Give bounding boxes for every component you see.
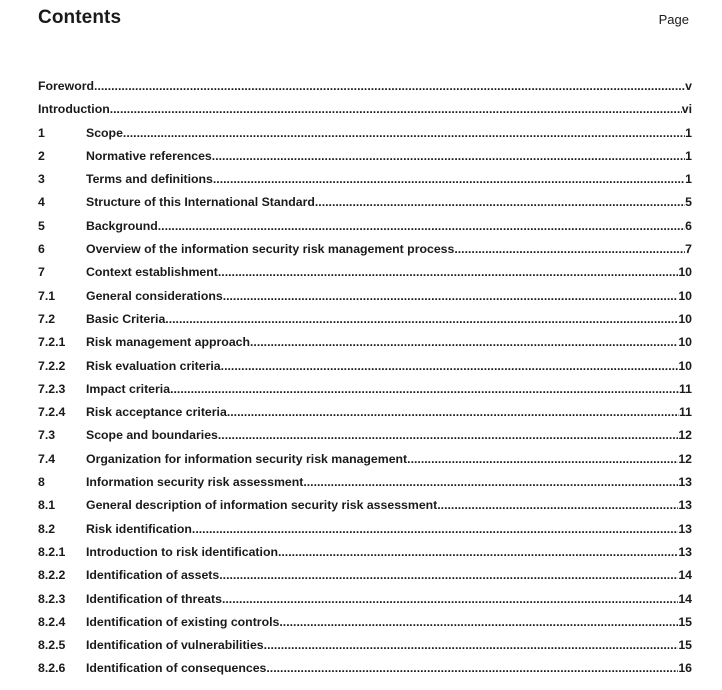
- toc-entry-number: 6: [38, 242, 45, 257]
- toc-entry-page: 1: [685, 172, 692, 187]
- toc-entry-number: 2: [38, 148, 45, 163]
- toc-entry[interactable]: [38, 219, 692, 242]
- toc-entry-title: Risk management approach: [86, 335, 251, 350]
- toc-entry[interactable]: [38, 428, 692, 451]
- toc-entry-title: Risk evaluation criteria: [86, 358, 221, 373]
- dot-leader: [123, 126, 685, 140]
- dot-leader: [165, 312, 678, 326]
- toc-entry-number: 5: [38, 218, 45, 233]
- dot-leader: [192, 522, 678, 536]
- toc-entry-title: Identification of threats: [86, 591, 222, 606]
- dot-leader: [437, 498, 678, 512]
- toc-entry-page: 6: [685, 218, 692, 233]
- toc-entry-title: Impact criteria: [86, 381, 171, 396]
- toc-entry-page: 15: [678, 638, 692, 653]
- toc-entry-page: v: [685, 79, 692, 93]
- toc-entry[interactable]: [38, 452, 692, 475]
- toc-entry-title: Risk identification: [86, 521, 192, 536]
- toc-entry[interactable]: [38, 312, 692, 335]
- toc-entry-number: 7.2.3: [38, 381, 66, 396]
- toc-entry-page: vi: [681, 102, 692, 117]
- dot-leader: [454, 242, 685, 256]
- toc-entry[interactable]: [38, 102, 692, 125]
- dot-leader: [212, 149, 685, 163]
- dot-leader: [218, 428, 678, 442]
- toc-entry-number: 8.1: [38, 498, 56, 513]
- toc-entry-title: Context establishment: [86, 265, 218, 280]
- table-of-contents: [38, 79, 692, 685]
- dot-leader: [94, 79, 685, 93]
- dot-leader: [218, 265, 678, 279]
- toc-entry-page: 13: [678, 544, 692, 559]
- toc-entry[interactable]: [38, 79, 692, 102]
- toc-entry[interactable]: [38, 522, 692, 545]
- toc-entry-number: 4: [38, 195, 45, 210]
- toc-entry[interactable]: [38, 126, 692, 149]
- toc-entry-title: Information security risk assessment: [86, 475, 304, 490]
- toc-entry-number: 7.2: [38, 311, 56, 326]
- toc-entry-page: 7: [685, 242, 692, 257]
- dot-leader: [266, 661, 678, 675]
- dot-leader: [303, 475, 678, 489]
- toc-entry[interactable]: [38, 242, 692, 265]
- toc-entry-title: Scope: [86, 125, 123, 140]
- toc-entry-title: Basic Criteria: [86, 311, 166, 326]
- toc-entry[interactable]: [38, 405, 692, 428]
- toc-entry[interactable]: [38, 545, 692, 568]
- toc-entry-title: Identification of assets: [86, 568, 220, 583]
- toc-entry[interactable]: [38, 359, 692, 382]
- toc-entry-number: 7: [38, 265, 45, 280]
- toc-entry-title: Risk acceptance criteria: [86, 405, 227, 420]
- toc-entry-page: 15: [678, 614, 692, 629]
- toc-entry-page: 12: [678, 451, 692, 466]
- toc-entry-number: 7.2.1: [38, 335, 66, 350]
- toc-entry-page: 10: [678, 265, 692, 280]
- dot-leader: [170, 382, 679, 396]
- toc-entry-page: 5: [685, 195, 692, 210]
- toc-entry[interactable]: [38, 149, 692, 172]
- toc-entry[interactable]: [38, 172, 692, 195]
- toc-entry-number: 8.2.1: [38, 544, 66, 559]
- dot-leader: [227, 405, 679, 419]
- toc-entry-title: Scope and boundaries: [86, 428, 218, 443]
- toc-entry[interactable]: [38, 335, 692, 358]
- toc-entry-number: 8.2.5: [38, 638, 66, 653]
- toc-entry-title: General considerations: [86, 288, 223, 303]
- toc-entry-page: 12: [678, 428, 692, 443]
- toc-entry-title: Organization for information security risk management: [86, 451, 408, 466]
- dot-leader: [278, 545, 678, 559]
- toc-entry-number: 7.2.4: [38, 405, 66, 420]
- toc-entry-page: 11: [679, 405, 692, 420]
- toc-entry[interactable]: [38, 475, 692, 498]
- toc-entry-number: 3: [38, 172, 45, 187]
- dot-leader: [213, 172, 685, 186]
- toc-entry-number: 1: [38, 125, 45, 140]
- toc-entry-number: 8.2.3: [38, 591, 66, 606]
- dot-leader: [158, 219, 685, 233]
- toc-entry-page: 10: [678, 311, 692, 326]
- toc-entry-page: 10: [678, 335, 692, 350]
- toc-entry-title: Introduction to risk identification: [86, 544, 278, 559]
- toc-entry-title: Introduction: [38, 102, 110, 117]
- dot-leader: [407, 452, 678, 466]
- toc-entry-title: Identification of existing controls: [86, 614, 280, 629]
- toc-entry[interactable]: [38, 568, 692, 591]
- dot-leader: [221, 359, 679, 373]
- dot-leader: [222, 592, 678, 606]
- toc-entry-page: 11: [679, 381, 692, 396]
- toc-entry[interactable]: [38, 195, 692, 218]
- toc-entry-page: 13: [678, 521, 692, 536]
- toc-entry-page: 10: [678, 288, 692, 303]
- toc-entry-page: 1: [685, 125, 692, 140]
- dot-leader: [279, 615, 678, 629]
- dot-leader: [264, 638, 679, 652]
- toc-entry[interactable]: [38, 661, 692, 684]
- toc-entry-title: General description of information security risk assessment: [86, 498, 438, 513]
- toc-entry-title: Identification of vulnerabilities: [86, 638, 264, 653]
- toc-entry-title: Foreword: [38, 79, 95, 93]
- toc-entry-title: Terms and definitions: [86, 172, 213, 187]
- toc-entry-number: 8.2.6: [38, 661, 66, 676]
- toc-entry-page: 1: [685, 148, 692, 163]
- toc-entry-number: 8.2.4: [38, 614, 66, 629]
- toc-entry[interactable]: [38, 592, 692, 615]
- toc-entry-page: 13: [678, 475, 692, 490]
- toc-entry-page: 16: [678, 661, 692, 676]
- toc-entry-page: 10: [678, 358, 692, 373]
- toc-entry-number: 8.2: [38, 521, 56, 536]
- dot-leader: [315, 195, 685, 209]
- toc-entry[interactable]: [38, 498, 692, 521]
- toc-entry-title: Background: [86, 218, 158, 233]
- toc-entry[interactable]: [38, 289, 692, 312]
- toc-entry[interactable]: [38, 382, 692, 405]
- toc-entry[interactable]: [38, 638, 692, 661]
- toc-entry-number: 7.4: [38, 451, 56, 466]
- toc-entry-page: 14: [678, 591, 692, 606]
- toc-entry-title: Identification of consequences: [86, 661, 267, 676]
- toc-entry-page: 13: [678, 498, 692, 513]
- page-column-label: Page: [658, 12, 689, 27]
- dot-leader: [223, 289, 679, 303]
- toc-entry-number: 8: [38, 475, 45, 490]
- toc-entry-page: 14: [678, 568, 692, 583]
- dot-leader: [219, 568, 678, 582]
- toc-entry[interactable]: [38, 615, 692, 638]
- toc-entry[interactable]: [38, 265, 692, 288]
- toc-entry-title: Normative references: [86, 148, 212, 163]
- toc-entry-number: 7.3: [38, 428, 56, 443]
- toc-entry-number: 7.2.2: [38, 358, 66, 373]
- page-title: Contents: [38, 7, 122, 28]
- toc-entry-number: 8.2.2: [38, 568, 66, 583]
- toc-entry-title: Structure of this International Standard: [86, 195, 315, 210]
- dot-leader: [110, 102, 682, 116]
- dot-leader: [250, 335, 678, 349]
- toc-entry-number: 7.1: [38, 288, 56, 303]
- toc-entry-title: Overview of the information security risk management process: [86, 242, 455, 257]
